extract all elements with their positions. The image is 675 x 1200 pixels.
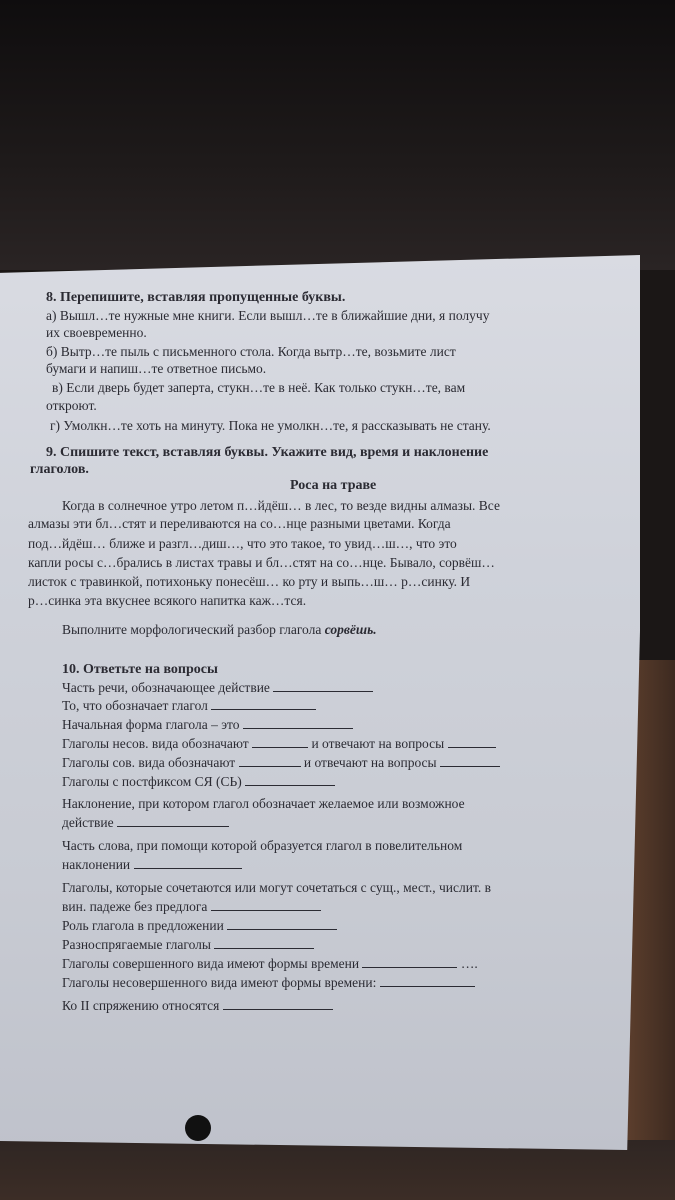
story-line: листок с травинкой, потихоньку понесёш… ко рту и выпь…ш… р…синку. И: [28, 574, 471, 589]
answer-blank[interactable]: [214, 937, 314, 949]
answer-blank[interactable]: [239, 755, 301, 767]
question: Глаголы, которые сочетаются или могут сочетаться с сущ., мест., числит. в: [62, 880, 491, 895]
question-text: и отвечают на вопросы: [303, 755, 437, 770]
question-text: Разноспрягаемые глаголы: [62, 937, 211, 952]
answer-blank[interactable]: [273, 680, 373, 692]
question-text: Ко II спряжению относятся: [62, 998, 220, 1013]
question-text: наклонении: [62, 857, 131, 872]
question: [62, 755, 500, 771]
question: [62, 918, 337, 934]
answer-blank[interactable]: [134, 857, 242, 869]
question: [62, 815, 229, 831]
question: [62, 680, 373, 696]
question: [62, 774, 335, 790]
question: [62, 956, 478, 972]
question-text: Глаголы несовершенного вида имеют формы времени:: [62, 975, 377, 990]
answer-blank[interactable]: [362, 956, 457, 968]
story-line: р…синка эта вкуснее всякого напитка каж…тся.: [28, 593, 307, 608]
question: [62, 937, 314, 953]
answer-blank[interactable]: [227, 918, 337, 930]
question-text: Часть речи, обозначающее действие: [62, 680, 270, 695]
exercise-8-line: бумаги и напиш…те ответное письмо.: [46, 361, 267, 376]
question-text: вин. падеже без предлога: [62, 899, 208, 914]
exercise-8-line: г) Умолкн…те хоть на минуту. Пока не умолкн…те, я рассказывать не стану.: [50, 418, 491, 433]
exercise-9-title: 9. Спишите текст, вставляя буквы. Укажите вид, время и наклонение: [46, 445, 489, 460]
question-text: Глаголы несов. вида обозначают: [62, 736, 249, 751]
answer-blank[interactable]: [440, 755, 500, 767]
story-line: Когда в солнечное утро летом п…йдёш… в лес, то везде видны алмазы. Все: [62, 498, 500, 513]
question-text: Начальная форма глагола – это: [62, 717, 240, 732]
question: [62, 698, 316, 714]
question: Наклонение, при котором глагол обозначает желаемое или возможное: [62, 796, 465, 811]
exercise-9-title: глаголов.: [30, 462, 89, 477]
punch-hole: [185, 1115, 211, 1141]
morphology-task-text: Выполните морфологический разбор глагола: [62, 622, 322, 637]
answer-blank[interactable]: [223, 998, 333, 1010]
question: [62, 717, 353, 733]
question-text: и отвечают на вопросы: [311, 736, 445, 751]
question-text: ….: [460, 956, 478, 971]
question-text: То, что обозначает глагол: [62, 698, 208, 713]
story-title: Роса на траве: [290, 478, 377, 493]
answer-blank[interactable]: [117, 815, 229, 827]
story-line: алмазы эти бл…стят и переливаются на со…нце разными цветами. Когда: [28, 516, 451, 531]
exercise-8-title: 8. Перепишите, вставляя пропущенные буквы.: [46, 290, 346, 305]
exercise-8-line: откроют.: [46, 398, 97, 413]
exercise-8-line: их своевременно.: [46, 325, 147, 340]
exercise-8-line: в) Если дверь будет заперта, стукн…те в неё. Как только стукн…те, вам: [52, 380, 466, 395]
question: [62, 736, 496, 752]
question-text: Глаголы с постфиксом СЯ (СЬ): [62, 774, 242, 789]
story-line: под…йдёш… ближе и разгл…диш…, что это такое, то увид…ш…, что это: [28, 536, 457, 551]
question-text: Глаголы сов. вида обозначают: [62, 755, 236, 770]
question: [62, 998, 333, 1014]
question-text: Роль глагола в предложении: [62, 918, 224, 933]
exercise-8-line: б) Вытр…те пыль с письменного стола. Когда вытр…те, возьмите лист: [46, 344, 456, 359]
question: [62, 857, 242, 873]
story-line: капли росы с…брались в листах травы и бл…стят на со…нце. Бывало, сорвёш…: [28, 555, 495, 570]
answer-blank[interactable]: [243, 717, 353, 729]
morphology-task-word: сорвёшь.: [324, 622, 377, 637]
answer-blank[interactable]: [448, 736, 496, 748]
question-text: действие: [62, 815, 114, 830]
answer-blank[interactable]: [211, 899, 321, 911]
exercise-8-line: а) Вышл…те нужные мне книги. Если вышл…те в ближайшие дни, я получу: [46, 308, 490, 323]
question-text: Глаголы совершенного вида имеют формы времени: [62, 956, 360, 971]
answer-blank[interactable]: [252, 736, 308, 748]
answer-blank[interactable]: [380, 975, 475, 987]
question: Часть слова, при помощи которой образуется глагол в повелительном: [62, 838, 463, 853]
question: [62, 899, 321, 915]
answer-blank[interactable]: [245, 774, 335, 786]
exercise-10-title: 10. Ответьте на вопросы: [62, 662, 218, 677]
answer-blank[interactable]: [211, 698, 316, 710]
question: [62, 975, 475, 991]
morphology-task: [62, 622, 377, 638]
